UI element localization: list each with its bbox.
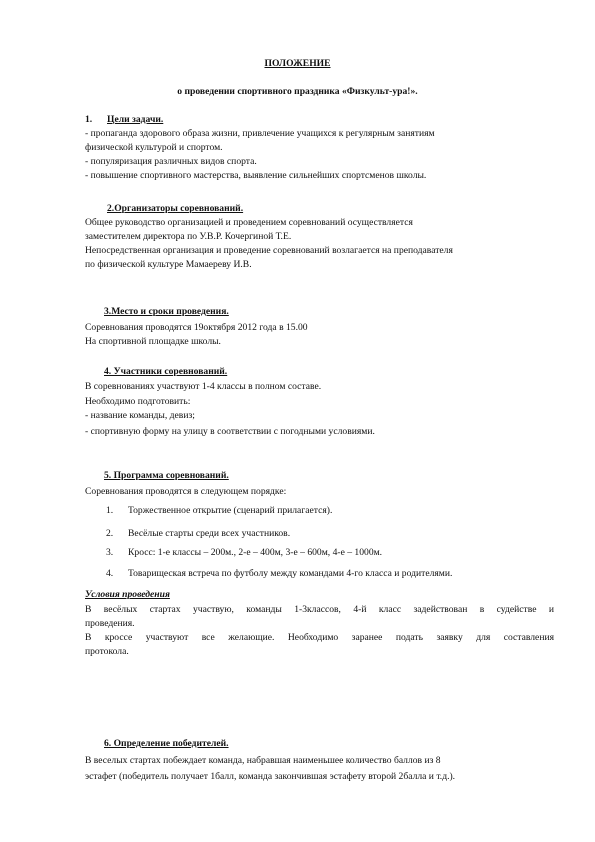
section-4-line: - название команды, девиз;	[85, 410, 195, 421]
program-item-number: 4.	[106, 568, 114, 579]
conditions-line: проведения.	[85, 618, 135, 629]
section-1-heading	[85, 114, 163, 126]
section-1-line: - повышение спортивного мастерства, выявление сильнейших спортсменов школы.	[85, 170, 427, 181]
section-1-number: 1.	[85, 114, 93, 125]
program-item-text: Кросс: 1-е классы – 200м., 2-е – 400м, 3-е – 600м, 4-е – 1000м.	[128, 547, 383, 558]
section-3-heading: 3.Место и сроки проведения.	[104, 306, 229, 317]
section-2-line: заместителем директора по У.В.Р. Кочергиной Т.Е.	[85, 231, 292, 242]
section-3-line: На спортивной площадке школы.	[85, 336, 221, 347]
program-item-number: 1.	[106, 505, 114, 516]
section-6-line: эстафет (победитель получает 1балл, команда закончившая эстафету второй 2балла и т.д.).	[85, 771, 456, 782]
section-6-heading: 6. Определение победителей.	[104, 738, 229, 749]
conditions-heading: Условия проведения	[85, 589, 170, 600]
program-item-text: Товарищеская встреча по футболу между командами 4-го класса и родителями.	[128, 568, 453, 579]
conditions-line: В кроссе участвуют все желающие. Необходимо заранее подать заявку для составления	[85, 632, 554, 643]
section-3-line: Соревнования проводятся 19октября 2012 года в 15.00	[85, 322, 308, 333]
document-subtitle: о проведении спортивного праздника «Физкульт-ура!».	[177, 86, 418, 97]
conditions-line: В весёлых стартах участвую, команды 1-3классов, 4-й класс задействован в судействе и	[85, 604, 554, 615]
section-2-line: Общее руководство организацией и проведением соревнований осуществляется	[85, 217, 413, 228]
section-2-line: по физической культуре Мамаереву И.В.	[85, 259, 252, 270]
program-item-text: Торжественное открытие (сценарий прилагается).	[128, 505, 333, 516]
section-2-heading: 2.Организаторы соревнований.	[107, 203, 244, 214]
section-5-heading: 5. Программа соревнований.	[104, 470, 229, 481]
section-1-line: - пропаганда здорового образа жизни, привлечение учащихся к регулярным занятиям	[85, 128, 435, 139]
program-item	[106, 568, 452, 580]
section-4-line: Необходимо подготовить:	[85, 396, 191, 407]
program-item-number: 3.	[106, 547, 114, 558]
program-item	[106, 505, 332, 517]
section-1-line: - популяризация различных видов спорта.	[85, 156, 257, 167]
section-4-line: В соревнованиях участвуют 1-4 классы в полном составе.	[85, 381, 322, 392]
section-1-line: физической культурой и спортом.	[85, 142, 223, 153]
conditions-line: протокола.	[85, 646, 129, 657]
program-item-number: 2.	[106, 528, 114, 539]
program-item	[106, 547, 382, 559]
section-5-intro: Соревнования проводятся в следующем порядке:	[85, 486, 287, 497]
section-4-line: - спортивную форму на улицу в соответствии с погодными условиями.	[85, 426, 375, 437]
section-4-heading: 4. Участники соревнований.	[104, 366, 228, 377]
program-item-text: Весёлые старты среди всех участников.	[128, 528, 291, 539]
section-1-title: Цели задачи.	[107, 114, 164, 125]
section-2-line: Непосредственная организация и проведение соревнований возлагается на преподавателя	[85, 245, 453, 256]
document-title: ПОЛОЖЕНИЕ	[264, 58, 331, 69]
section-6-line: В веселых стартах побеждает команда, набравшая наименьшее количество баллов из 8	[85, 755, 441, 766]
program-item	[106, 528, 290, 540]
